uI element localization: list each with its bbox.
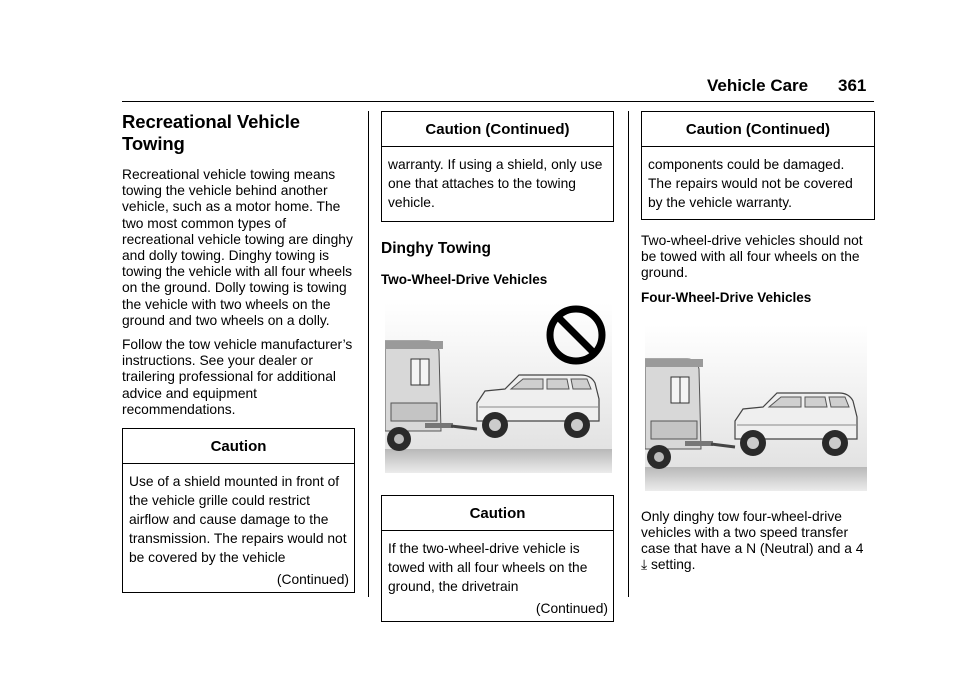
caution-continued-box <box>641 111 875 220</box>
caution-title: Caution (Continued) <box>642 112 874 147</box>
four-wheel-drive-note-text: Only dinghy tow four-wheel-drive vehicles with a two speed transfer case that have a N (Neutral) and a 4 <box>641 508 864 557</box>
caution-continued-box <box>381 111 614 222</box>
column-divider <box>628 111 629 597</box>
prohibited-tow-illustration-icon <box>385 303 612 473</box>
two-wheel-drive-note: Two-wheel-drive vehicles should not be towed with all four wheels on the ground. <box>641 233 863 281</box>
page-number: 361 <box>838 76 867 95</box>
caution-body: warranty. If using a shield, only use one that attaches to the towing vehicle. <box>388 157 603 210</box>
caution-title: Caution (Continued) <box>382 112 613 147</box>
caution-body: Use of a shield mounted in front of the vehicle grille could restrict airflow and cause damage to the transmission. The repairs would not be covered by the vehicle <box>129 474 347 566</box>
caution-continued-label: (Continued) <box>535 601 608 616</box>
four-wheel-drive-note <box>641 509 877 574</box>
four-wheel-drive-label: Four-Wheel-Drive Vehicles <box>641 289 812 305</box>
header-rule <box>122 101 874 102</box>
middle-column <box>381 111 614 622</box>
dinghy-tow-illustration-icon <box>645 325 867 491</box>
caution-body: If the two-wheel-drive vehicle is towed with all four wheels on the ground, the drivetrain <box>388 541 588 594</box>
two-wheel-drive-label: Two-Wheel-Drive Vehicles <box>381 272 548 287</box>
caution-body: components could be damaged. The repairs would not be covered by the vehicle warranty. <box>648 157 853 210</box>
four-low-symbol-icon: ⤓ <box>641 557 648 573</box>
instructions-paragraph: Follow the tow vehicle manufacturer’s instructions. See your dealer or trailering professional for additional advice and equipment recommendations. <box>122 337 353 417</box>
caution-continued-label: (Continued) <box>276 572 349 588</box>
caution-title: Caution <box>382 496 613 531</box>
intro-paragraph: Recreational vehicle towing means towing the vehicle behind another vehicle, such as a motor home. The two most common types of recreational vehicle towing are dinghy and dolly towing. Dinghy towing is towing the vehicle with all four wheels on the ground. Dolly towing is towing the vehicle with two wheels on the ground and two wheels on a dolly. <box>122 167 353 328</box>
caution-box <box>381 495 614 622</box>
subsection-title: Dinghy Towing <box>381 240 491 257</box>
caution-title: Caution <box>123 429 354 464</box>
column-divider <box>368 111 369 597</box>
running-header-section: Vehicle Care <box>707 76 809 95</box>
four-wheel-drive-note-end: setting. <box>650 557 696 573</box>
section-title: Recreational Vehicle Towing <box>122 111 300 154</box>
left-column <box>122 111 355 593</box>
right-column <box>641 111 877 581</box>
caution-box <box>122 428 355 593</box>
